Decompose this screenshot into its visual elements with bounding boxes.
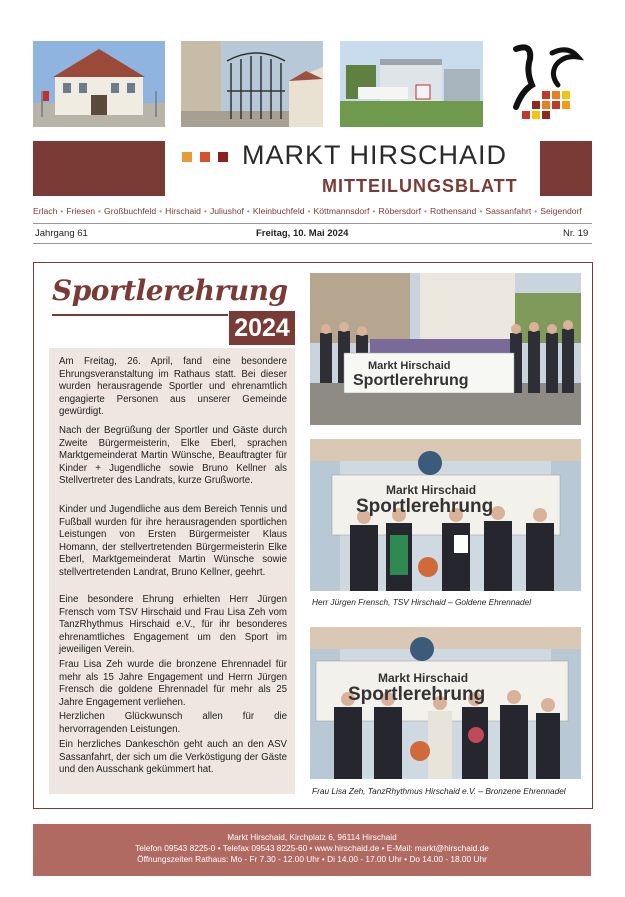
village-name: Großbuchfeld xyxy=(104,206,157,216)
decor-square-3 xyxy=(218,152,228,162)
header-photo-town-hall xyxy=(33,41,165,127)
decor-square-1 xyxy=(182,152,192,162)
article-paragraph: Ein herzliches Dankeschön geht auch an den ASV Sassanfahrt, der sich um die Verköstigung der Gäste und den Ausschank gekümmert hat. xyxy=(59,739,287,776)
village-name: Sassanfahrt xyxy=(485,206,532,216)
village-list: Erlach • Friesen • Großbuchfeld • Hirschaid • Juliushof • Kleinbuchfeld • Köttmannsdorf • Röbersdorf • Rothensand • Sassanfahrt • Seigendorf xyxy=(33,206,582,216)
photo-group-outdoor xyxy=(310,273,581,425)
article-paragraph: Nach der Begrüßung der Sportler und Gäste durch Zweite Bürgermeisterin, Elke Eberl, sprachen Marktgemeinderat Martin Wünsche, Beauftragter für Kinder + Jugendliche sowie Bruno Kellner als Stellvertreter des Landrats, kurze Grußworte. xyxy=(59,425,287,487)
masthead-title: MARKT HIRSCHAID xyxy=(242,140,508,170)
village-name: Röbersdorf xyxy=(378,206,421,216)
masthead-subtitle: MITTEILUNGSBLATT xyxy=(322,176,518,196)
village-name: Köttmannsdorf xyxy=(313,206,370,216)
village-name: Seigendorf xyxy=(540,206,582,216)
article-paragraph: Eine besondere Ehrung erhielten Herr Jürgen Frensch vom TSV Hirschaid und Frau Lisa Zeh vom TanzRhythmus Hirschaid e.V., für ihr besonderes ehrenamtliches Engagement um den Sport im jeweiligen Verein. xyxy=(59,594,287,656)
issue-rule-bottom xyxy=(33,243,592,244)
article-paragraph: Kinder und Jugendliche aus dem Bereich Tennis und Fußball wurden für ihre herausragenden sportlichen Leistungen von Ersten Bürgermeister Klaus Homann, der stellvertretenden Bürgermeisterin Elke Eberl, Marktgemeinderat Martin Wünsche sowie stellvertretenden Landrat, Bruno Kellner, geehrt. xyxy=(59,504,287,578)
article-paragraph: Am Freitag, 26. April, fand eine besondere Ehrungsveranstaltung im Rathaus statt. Bei dieser wurden herausragende Sportler und ehrenamtlich engagierte Personen aus unserer Gemeinde gewürdigt. xyxy=(59,356,287,418)
header-block-left xyxy=(33,141,165,196)
article-title: Sportlerehrung xyxy=(52,274,288,307)
village-name: Rothensand xyxy=(429,206,477,216)
village-name: Friesen xyxy=(66,206,96,216)
footer-contact: Telefon 09543 8225-0 • Telefax 09543 8225-60 • www.hirschaid.de • E-Mail: markt@hirschaid.de xyxy=(135,843,489,853)
article-paragraph: Frau Lisa Zeh wurde die bronzene Ehrennadel für mehr als 15 Jahre Engagement und Herrn Jürgen Frensch die goldene Ehrennadel für mehr als 25 Jahre Engagement verliehen. xyxy=(59,659,287,708)
photo-caption-frensch: Herr Jürgen Frensch, TSV Hirschaid – Goldene Ehrennadel xyxy=(312,597,532,607)
header-photo-building xyxy=(340,41,483,127)
photo-caption-zeh: Frau Lisa Zeh, TanzRhythmus Hirschaid e.V. – Bronzene Ehrennadel xyxy=(312,786,566,796)
footer-hours: Öffnungszeiten Rathaus: Mo - Fr 7.30 - 12.00 Uhr • Di 14.00 - 17.00 Uhr • Do 14.00 - 18.00 Uhr xyxy=(137,854,487,864)
article-title-underline xyxy=(52,314,228,316)
header-photo-gate xyxy=(181,41,323,127)
banner-text-frensch-1: Markt Hirschaid xyxy=(386,483,477,497)
banner-text-frensch-2: Sportlerehrung xyxy=(356,496,494,517)
municipality-logo xyxy=(502,41,592,127)
issue-date: Freitag, 10. Mai 2024 xyxy=(256,228,349,239)
issue-rule-top xyxy=(33,223,592,224)
article-paragraph: Herzlichen Glückwunsch allen für die hervorragenden Leistungen. xyxy=(59,711,287,735)
issue-number: Nr. 19 xyxy=(563,228,589,239)
banner-text-zeh-2: Sportlerehrung xyxy=(348,684,486,705)
decor-square-2 xyxy=(200,152,210,162)
village-name: Kleinbuchfeld xyxy=(252,206,305,216)
header-block-right xyxy=(540,141,592,196)
village-name: Juliushof xyxy=(209,206,244,216)
article-year: 2024 xyxy=(229,311,295,345)
banner-text-zeh-1: Markt Hirschaid xyxy=(378,671,469,685)
banner-text-outdoor-1: Markt Hirschaid xyxy=(368,360,451,372)
banner-text-outdoor-2: Sportlerehrung xyxy=(353,372,469,389)
village-name: Hirschaid xyxy=(165,206,201,216)
issue-volume: Jahrgang 61 xyxy=(35,228,88,239)
footer xyxy=(33,824,591,876)
footer-address: Markt Hirschaid, Kirchplatz 6, 96114 Hirschaid xyxy=(227,832,397,842)
village-name: Erlach xyxy=(33,206,58,216)
